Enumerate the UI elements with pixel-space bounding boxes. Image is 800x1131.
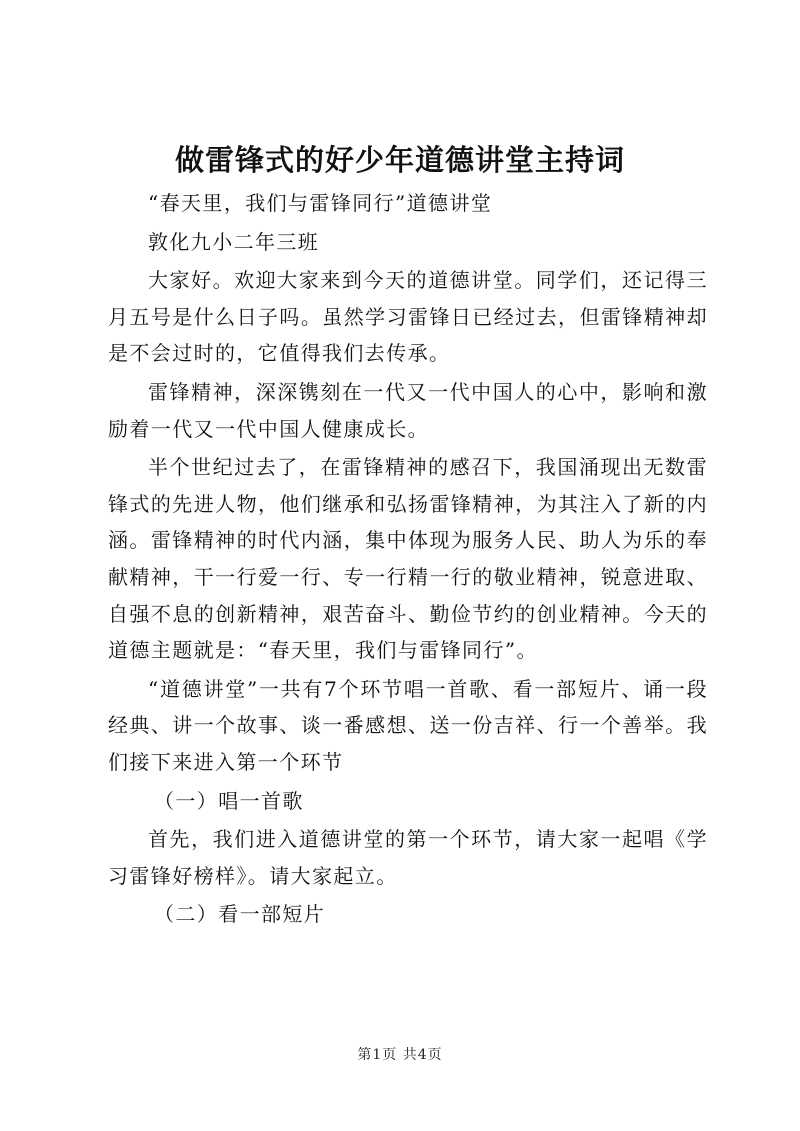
paragraph-leifeng-spirit: 雷锋精神，深深镌刻在一代又一代中国人的心中，影响和激励着一代又一代中国人健康成长。 bbox=[108, 379, 708, 441]
paragraph-lecture-name: “春天里，我们与雷锋同行”道德讲堂 bbox=[148, 191, 493, 215]
paragraph-welcome: 大家好。欢迎大家来到今天的道德讲堂。同学们，还记得三月五号是什么日子吗。虽然学习雷锋日已经过去，但雷锋精神却是不会过时的，它值得我们去传承。 bbox=[108, 268, 708, 366]
document-title: 做雷锋式的好少年道德讲堂主持词 bbox=[174, 143, 625, 177]
section-heading-sing: （一）唱一首歌 bbox=[154, 788, 304, 813]
paragraph-sing-song: 首先，我们进入道德讲堂的第一个环节，请大家一起唱《学习雷锋好榜样》。请大家起立。 bbox=[108, 827, 708, 888]
paragraph-seven-sections: “道德讲堂”一共有7个环节唱一首歌、看一部短片、诵一段经典、讲一个故事、谈一番感想、送一份吉祥、行一个善举。我们接下来进入第一个环节 bbox=[108, 676, 708, 774]
page-footer: 第1页 共4页 bbox=[357, 1047, 443, 1063]
document-body bbox=[108, 185, 708, 935]
paragraph-class-name: 敦化九小二年三班 bbox=[148, 229, 320, 254]
section-heading-film: （二）看一部短片 bbox=[154, 902, 326, 927]
paragraph-half-century: 半个世纪过去了，在雷锋精神的感召下，我国涌现出无数雷锋式的先进人物，他们继承和弘扬雷锋精神，为其注入了新的内涵。雷锋精神的时代内涵，集中体现为服务人民、助人为乐的奉献精神，干一行爱一行、专一行精一行的敬业精神，锐意进取、自强不息的创新精神，艰苦奋斗、勤俭节约的创业精神。今天的道德主题就是：“春天里，我们与雷锋同行”。 bbox=[108, 455, 708, 663]
